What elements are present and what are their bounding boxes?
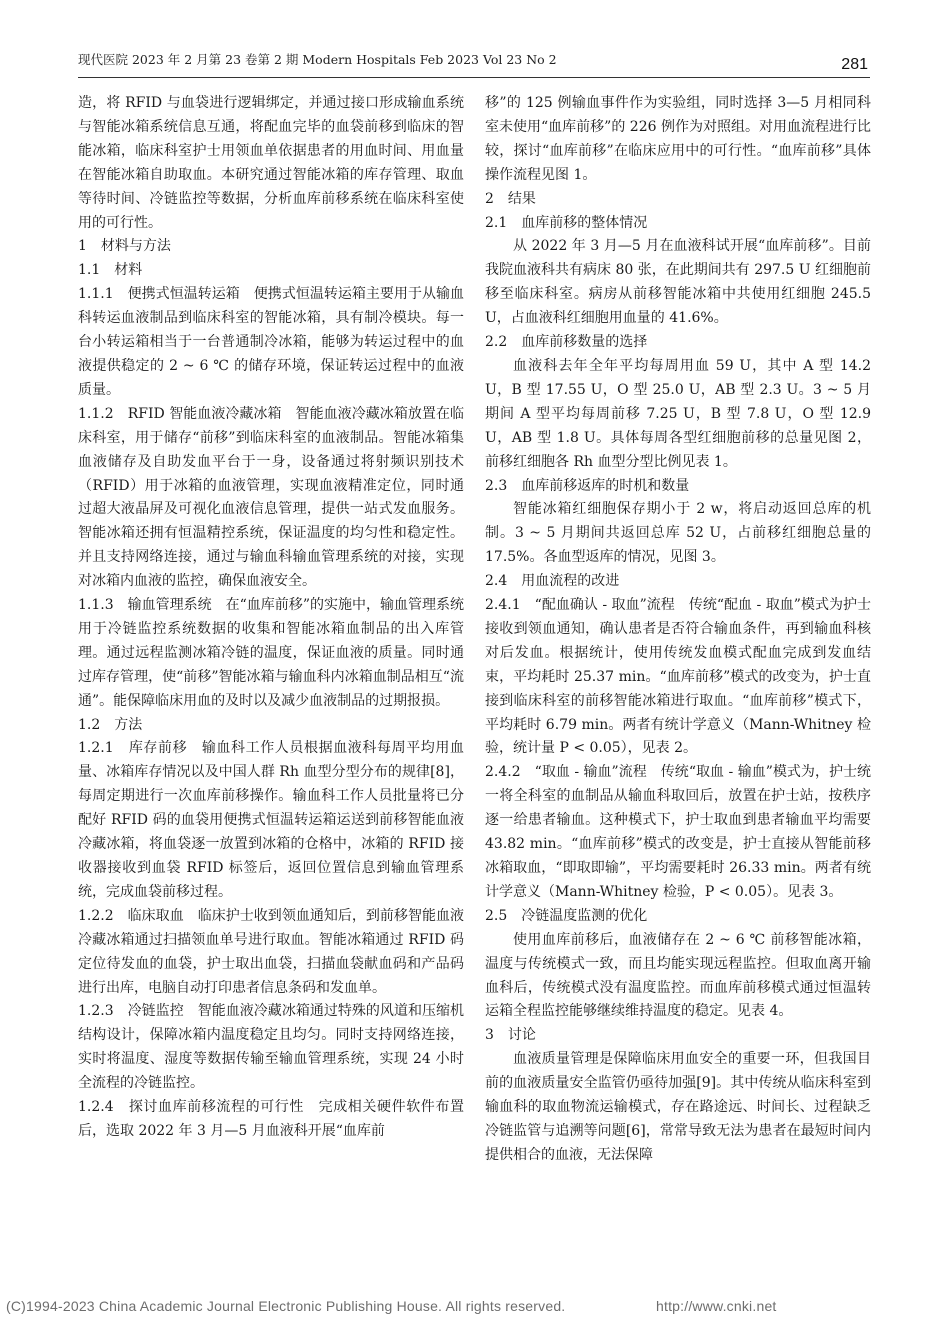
section-heading: 2.3 血库前移返库的时机和数量 [485, 477, 690, 494]
body-paragraph: 从 2022 年 3 月—5 月在血液科试开展“血库前移”。目前我院血液科共有病床 80 张，在此期间共有 297.5 U 红细胞前移至临床科室。病房从前移智能冰箱中共使用红细胞 245.5 U，占血液科红细胞用血量的 41.6%。 [485, 238, 871, 327]
page-number: 281 [841, 56, 868, 73]
right-text-column [485, 92, 871, 1168]
copyright-notice: (C)1994-2023 China Academic Journal Electronic Publishing House. All rights reserved. [6, 1298, 566, 1314]
section-heading: 2.2 血库前移数量的选择 [485, 334, 648, 351]
body-paragraph: 1.1.3 输血管理系统 在“血库前移”的实施中，输血管理系统用于冷链监控系统数据的收集和智能冰箱血制品的出入库管理。通过远程监测冰箱冷链的温度，保证血液的质量。同时通过库存管理，使“前移”智能冰箱与输血科内冰箱血制品相互“流通”。能保障临床用血的及时以及减少血液制品的过期报损。 [78, 597, 464, 709]
section-heading: 2 结果 [485, 190, 536, 207]
body-paragraph: 2.4.1 “配血确认 - 取血”流程 传统“配血 - 取血”模式为护士接收到领血通知，确认患者是否符合输血条件，再到输血科核对后发血。根据统计，使用传统发血模式配血完成到发血结束，平均耗时 25.37 min。“血库前移”模式的改变为，护士直接到临床科室的前移智能冰箱进行取血。“血库前移”模式下，平均耗时 6.79 min。两者有统计学意义（Mann-Whitney 检验，统计量 P < 0.05），见表 2。 [485, 597, 871, 757]
header-divider [78, 77, 870, 78]
body-paragraph: 2.4.2 “取血 - 输血”流程 传统“取血 - 输血”模式为，护士统一将全科室的血制品从输血科取回后，放置在护士站，按秩序逐一给患者输血。这种模式下，护士取血到患者输血平均需要 43.82 min。“血库前移”模式的改变是，护士直接从智能前移冰箱取血，“即取即输”，平均需要耗时 26.33 min。两者有统计学意义（Mann-Whitney 检验，P < 0.05）。见表 3。 [485, 764, 871, 900]
section-heading: 2.1 血库前移的整体情况 [485, 214, 648, 231]
body-paragraph: 1.1.2 RFID 智能血液冷藏冰箱 智能血液冷藏冰箱放置在临床科室，用于储存“前移”到临床科室的血液制品。智能冰箱集血液储存及自助发血平台于一身，设备通过将射频识别技术（RFID）用于冰箱的血液管理，实现血液精准定位，同时通过超大液晶屏及可视化血液信息管理，提供一站式发血服务。智能冰箱还拥有恒温精控系统，保证温度的均匀性和稳定性。并且支持网络连接，通过与输血科输血管理系统的对接，实现对冰箱内血液的监控，确保血液安全。 [78, 405, 464, 590]
section-heading: 1 材料与方法 [78, 238, 171, 255]
body-paragraph: 智能冰箱红细胞保存期小于 2 w，将启动返回总库的机制。3 ~ 5 月期间共返回总库 52 U，占前移红细胞总量的 17.5%。各血型返库的情况，见图 3。 [485, 501, 871, 566]
body-paragraph: 血液科去年全年平均每周用血 59 U，其中 A 型 14.2 U，B 型 17.55 U，O 型 25.0 U，AB 型 2.3 U。3 ~ 5 月期间 A 型平均每周前移 7.25 U，B 型 7.8 U，O 型 12.9 U，AB 型 1.8 U。具体每周各型红细胞前移的总量见图 2，前移红细胞各 Rh 血型分型比例见表 1。 [485, 357, 871, 470]
running-header [78, 50, 868, 80]
body-paragraph: 1.2.3 冷链监控 智能血液冷藏冰箱通过特殊的风道和压缩机结构设计，保障冰箱内温度稳定且均匀。同时支持网络连接，实时将温度、湿度等数据传输至输血管理系统，实现 24 小时全流程的冷链监控。 [78, 1003, 464, 1092]
body-paragraph: 1.2.4 探讨血库前移流程的可行性 完成相关硬件软件布置后，选取 2022 年 3 月—5 月血液科开展“血库前 [78, 1099, 464, 1139]
body-paragraph: 1.1.1 便携式恒温转运箱 便携式恒温转运箱主要用于从输血科转运血液制品到临床科室的智能冰箱，具有制冷模块。每一台小转运箱相当于一台普通制冷冰箱，能够为转运过程中的血液提供稳定的 2 ~ 6 ℃ 的储存环境，保证转运过程中的血液质量。 [78, 286, 464, 398]
section-heading: 2.5 冷链温度监测的优化 [485, 907, 648, 924]
body-paragraph: 血液质量管理是保障临床用血安全的重要一环，但我国目前的血液质量安全监管仍亟待加强[9]。其中传统从临床科室到输血科的取血物流运输模式，存在路途远、时间长、过程缺乏冷链监管与追溯等问题[6]，常常导致无法为患者在最短时间内提供相合的血液，无法保障 [485, 1051, 871, 1163]
cnki-url: http://www.cnki.net [656, 1298, 777, 1314]
body-paragraph: 1.2.2 临床取血 临床护士收到领血通知后，到前移智能血液冷藏冰箱通过扫描领血单号进行取血。智能冰箱通过 RFID 码定位待发血的血袋，护士取出血袋，扫描血袋献血码和产品码进行出库，电脑自动打印患者信息条码和发血单。 [78, 907, 464, 996]
body-paragraph: 造，将 RFID 与血袋进行逻辑绑定，并通过接口形成输血系统与智能冰箱系统信息互通，将配血完毕的血袋前移到临床的智能冰箱，临床科室护士用领血单依据患者的用血时间、用血量在智能冰箱自助取血。本研究通过智能冰箱的库存管理、取血等待时间、冷链监控等数据，分析血库前移系统在临床科室使用的可行性。 [78, 95, 464, 231]
left-text-column [78, 92, 464, 1144]
section-heading: 1.2 方法 [78, 716, 143, 733]
journal-citation: 现代医院 2023 年 2 月第 23 卷第 2 期 Modern Hospitals Feb 2023 Vol 23 No 2 [78, 52, 557, 67]
section-heading: 1.1 材料 [78, 262, 143, 279]
body-paragraph: 1.2.1 库存前移 输血科工作人员根据血液科每周平均用血量、冰箱库存情况以及中国人群 Rh 血型分型分布的规律[8]，每周定期进行一次血库前移操作。输血科工作人员批量将已分配好 RFID 码的血袋用便携式恒温转运箱运送到前移智能血液冷藏冰箱，将血袋逐一放置到冰箱的仓格中，冰箱的 RFID 接收器接收到血袋 RFID 标签后，返回位置信息到输血管理系统，完成血袋前移过程。 [78, 740, 464, 900]
body-paragraph: 使用血库前移后，血液储存在 2 ~ 6 ℃ 前移智能冰箱，温度与传统模式一致，而且均能实现远程监控。但取血离开输血科后，传统模式没有温度监控。而血库前移模式通过恒温转运箱全程监控能够继续维持温度的稳定。见表 4。 [485, 931, 871, 1020]
section-heading: 2.4 用血流程的改进 [485, 573, 620, 590]
body-paragraph: 移”的 125 例输血事件作为实验组，同时选择 3—5 月相同科室未使用“血库前移”的 226 例作为对照组。对用血流程进行比较，探讨“血库前移”在临床应用中的可行性。“血库前移”具体操作流程见图 1。 [485, 95, 871, 183]
section-heading: 3 讨论 [485, 1027, 536, 1044]
